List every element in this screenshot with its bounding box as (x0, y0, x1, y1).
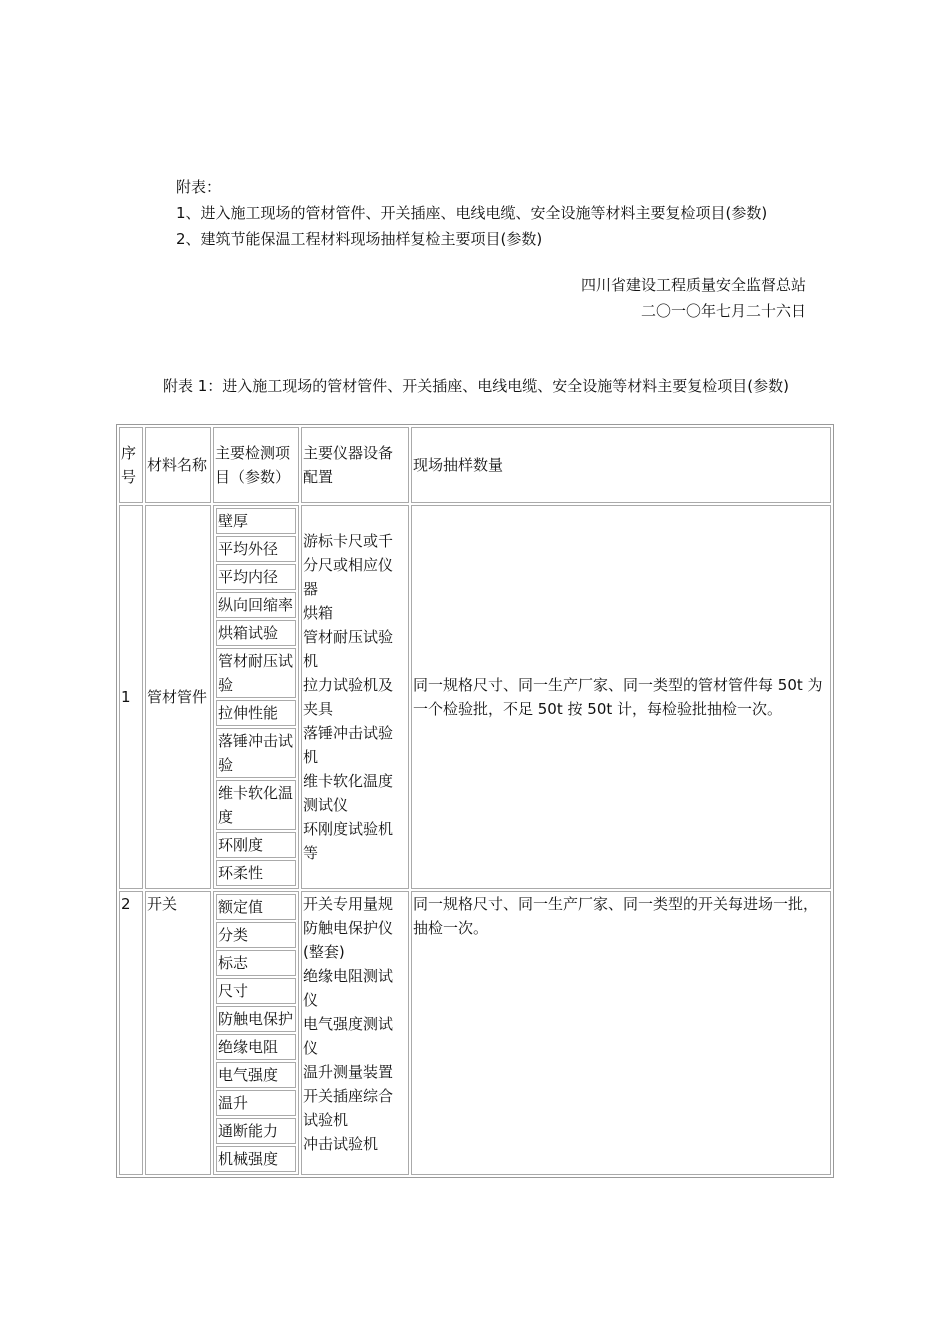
row-sampling: 同一规格尺寸、同一生产厂家、同一类型的开关每进场一批，抽检一次。 (411, 891, 831, 1175)
table-row (119, 891, 831, 1175)
list-item: 维卡软化温度 (216, 780, 296, 830)
equipment-line: 防触电保护仪(整套) (303, 919, 394, 961)
equipment-line: 环刚度试验机等 (303, 820, 394, 862)
equipment-line: 绝缘电阻测试仪 (303, 967, 394, 1009)
inspection-table (116, 424, 834, 1178)
header-equipment: 主要仪器设备配置 (301, 427, 409, 503)
equipment-line: 电气强度测试仪 (303, 1015, 394, 1057)
list-item: 烘箱试验 (216, 620, 296, 646)
row-material-name: 开关 (145, 891, 211, 1175)
signature-date: 二〇一〇年七月二十六日 (640, 302, 806, 320)
equipment-line: 游标卡尺或千分尺或相应仪器 (303, 532, 394, 598)
list-item: 平均内径 (216, 564, 296, 590)
equipment-line: 开关专用量规 (303, 895, 394, 913)
signature-org: 四川省建设工程质量安全监督总站 (580, 276, 806, 294)
header-name: 材料名称 (145, 427, 211, 503)
list-item: 环刚度 (216, 832, 296, 858)
table-header-row (119, 427, 831, 503)
list-item: 绝缘电阻 (216, 1034, 296, 1060)
signature-block (581, 272, 806, 324)
equipment-line: 落锤冲击试验机 (303, 724, 394, 766)
list-item: 平均外径 (216, 536, 296, 562)
items-list (214, 506, 298, 888)
equipment-line: 管材耐压试验机 (303, 628, 394, 670)
header-no: 序号 (119, 427, 143, 503)
equipment-line: 冲击试验机 (303, 1135, 379, 1153)
list-item: 防触电保护 (216, 1006, 296, 1032)
intro-item-1: 1、进入施工现场的管材管件、开关插座、电线电缆、安全设施等材料主要复检项目(参数) (176, 204, 768, 222)
header-items: 主要检测项目（参数） (213, 427, 299, 503)
intro-label: 附表： (176, 178, 222, 196)
list-item: 尺寸 (216, 978, 296, 1004)
list-item: 标志 (216, 950, 296, 976)
intro-item-2: 2、建筑节能保温工程材料现场抽样复检主要项目(参数) (176, 230, 543, 248)
list-item: 通断能力 (216, 1118, 296, 1144)
equipment-line: 维卡软化温度测试仪 (303, 772, 394, 814)
row-items-cell (213, 891, 299, 1175)
items-list (214, 892, 298, 1174)
table-caption: 附表 1：进入施工现场的管材管件、开关插座、电线电缆、安全设施等材料主要复检项目(参数) (162, 377, 790, 395)
equipment-line: 温升测量装置 (303, 1063, 394, 1081)
list-item: 壁厚 (216, 508, 296, 534)
list-item: 纵向回缩率 (216, 592, 296, 618)
row-sampling: 同一规格尺寸、同一生产厂家、同一类型的管材管件每 50t 为一个检验批，不足 50t 按 50t 计，每检验批抽检一次。 (411, 505, 831, 889)
intro-block (176, 174, 767, 252)
row-items-cell (213, 505, 299, 889)
row-no: 2 (119, 891, 143, 1175)
equipment-line: 烘箱 (303, 604, 334, 622)
equipment-line: 开关插座综合试验机 (303, 1087, 394, 1129)
header-sampling: 现场抽样数量 (411, 427, 831, 503)
list-item: 分类 (216, 922, 296, 948)
list-item: 管材耐压试验 (216, 648, 296, 698)
list-item: 额定值 (216, 894, 296, 920)
equipment-line: 拉力试验机及夹具 (303, 676, 394, 718)
list-item: 机械强度 (216, 1146, 296, 1172)
row-equipment (301, 505, 409, 889)
list-item: 温升 (216, 1090, 296, 1116)
list-item: 落锤冲击试验 (216, 728, 296, 778)
list-item: 拉伸性能 (216, 700, 296, 726)
row-material-name: 管材管件 (145, 505, 211, 889)
row-no: 1 (119, 505, 143, 889)
list-item: 电气强度 (216, 1062, 296, 1088)
row-equipment (301, 891, 409, 1175)
table-row (119, 505, 831, 889)
list-item: 环柔性 (216, 860, 296, 886)
